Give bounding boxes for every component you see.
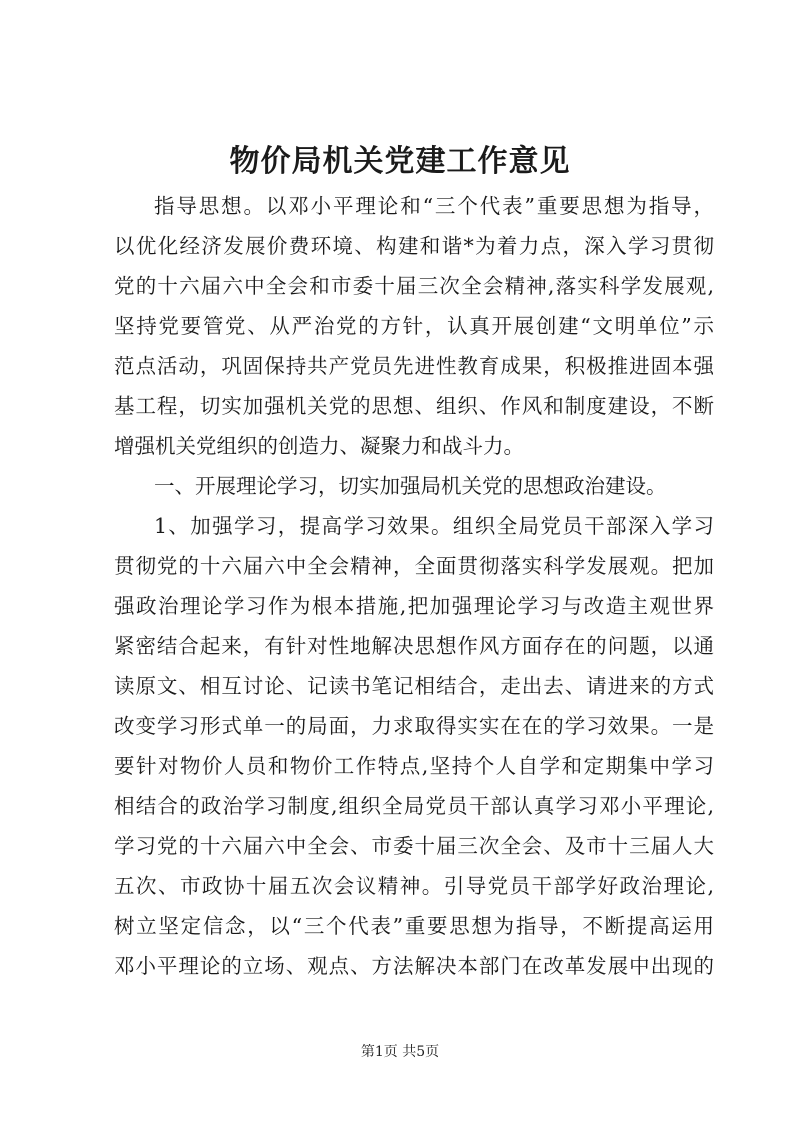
paragraph-line: 相结合的政治学习制度,组织全局党员干部认真学习邓小平理论, — [114, 794, 714, 818]
paragraph-line: 1、加强学习，提高学习效果。组织全局党员干部深入学习 — [154, 514, 714, 538]
paragraph-line: 五次、市政协十届五次会议精神。引导党员干部学好政治理论, — [114, 874, 714, 898]
paragraph-line: 改变学习形式单一的局面，力求取得实实在在的学习效果。一是 — [114, 714, 714, 738]
paragraph-line: 邓小平理论的立场、观点、方法解决本部门在改革发展中出现的 — [114, 954, 714, 978]
paragraph-line: 指导思想。以邓小平理论和“三个代表”重要思想为指导， — [154, 194, 714, 218]
document-title: 物价局机关党建工作意见 — [229, 144, 571, 179]
document-body — [114, 186, 714, 986]
page-number-footer: 第1页 共5页 — [360, 1044, 440, 1060]
paragraph-line: 要针对物价人员和物价工作特点,坚持个人自学和定期集中学习 — [114, 754, 714, 778]
paragraph-line: 学习党的十六届六中全会、市委十届三次全会、及市十三届人大 — [114, 834, 714, 858]
paragraph-line: 读原文、相互讨论、记读书笔记相结合，走出去、请进来的方式 — [114, 674, 714, 698]
paragraph-line: 强政治理论学习作为根本措施,把加强理论学习与改造主观世界 — [114, 594, 714, 618]
paragraph-line: 基工程，切实加强机关党的思想、组织、作风和制度建设，不断 — [114, 394, 714, 418]
paragraph-line: 范点活动，巩固保持共产党员先进性教育成果，积极推进固本强 — [114, 354, 714, 378]
paragraph-line: 坚持党要管党、从严治党的方针，认真开展创建“文明单位”示 — [114, 314, 714, 338]
paragraph-line: 以优化经济发展价费环境、构建和谐*为着力点，深入学习贯彻 — [114, 234, 714, 258]
paragraph-line: 树立坚定信念，以“三个代表”重要思想为指导，不断提高运用 — [114, 914, 714, 938]
paragraph-line: 紧密结合起来，有针对性地解决思想作风方面存在的问题，以通 — [114, 634, 714, 658]
paragraph-line: 增强机关党组织的创造力、凝聚力和战斗力。 — [114, 434, 524, 458]
paragraph-line: 党的十六届六中全会和市委十届三次全会精神,落实科学发展观, — [114, 274, 714, 298]
section-heading: 一、开展理论学习，切实加强局机关党的思想政治建设。 — [154, 474, 667, 498]
paragraph-line: 贯彻党的十六届六中全会精神，全面贯彻落实科学发展观。把加 — [114, 554, 714, 578]
